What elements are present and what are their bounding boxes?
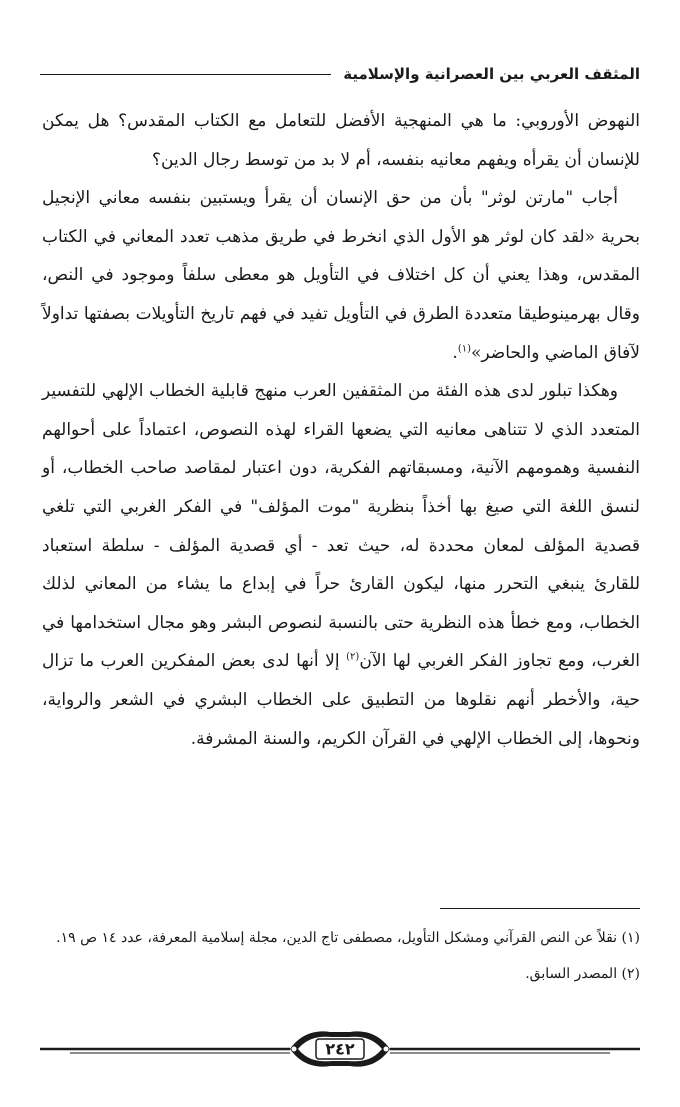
header-rule — [40, 74, 331, 75]
paragraph-1-text: النهوض الأوروبي: ما هي المنهجية الأفضل للتعامل مع الكتاب المقدس؟ هل يمكن للإنسان أن يقرأه ويفهم معانيه بنفسه، أم لا بد من توسط رجال الدين؟ — [42, 111, 640, 170]
main-text — [42, 102, 640, 758]
paragraph-2-end: . — [452, 342, 458, 363]
footnote-separator — [440, 908, 640, 909]
paragraph-3-end: إلا أنها لدى بعض المفكرين العرب ما تزال حية، والأخطر أنهم نقلوها من التطبيق على الخطاب البشري في الشعر والرواية، ونحوها، إلى الخطاب الإلهي في القرآن الكريم، والسنة المشرفة. — [42, 651, 640, 749]
paragraph-2-text: أجاب "مارتن لوثر" بأن من حق الإنسان أن يقرأ ويستبين بنفسه معاني الإنجيل بحرية «لقد كان لوثر هو الأول الذي انخرط في طريق مذهب تعدد المعاني في الكتاب المقدس، وهذا يعني أن كل اختلاف في التأويل هو معطى سلفاً وموجود في النص، وقال بهرمينوطيقا متعددة الطرق في التأويل تفيد في فهم تاريخ التأويلات بصفتها تداولاً لآفاق الماضي والحاضر» — [42, 188, 640, 363]
paragraph-2 — [42, 179, 640, 372]
footnotes — [42, 920, 640, 992]
running-header-title: المثقف العربي بين العصرانية والإسلامية — [343, 65, 640, 83]
footnote-2: (٢) المصدر السابق. — [525, 966, 640, 982]
running-header — [40, 60, 640, 88]
footnote-ref-1[interactable]: (١) — [457, 342, 471, 354]
paragraph-1 — [42, 102, 640, 179]
footnote-ref-2[interactable]: (٢) — [346, 651, 360, 663]
footnote-1: (١) نقلاً عن النص القرآني ومشكل التأويل، مصطفى تاج الدين، مجلة إسلامية المعرفة، عدد ١٤ ص ١٩. — [56, 930, 640, 946]
page-number: ٢٤٢ — [325, 1039, 355, 1059]
paragraph-3-text: وهكذا تبلور لدى هذه الفئة من المثقفين العرب منهج قابلية الخطاب الإلهي للتفسير المتعدد الذي لا تتناهى معانيه التي يضعها القراء لهذه النصوص، اعتماداً على أحوالهم النفسية وهمومهم الآنية، ومسبقاتهم الفكرية، دون اعتبار لمقاصد صاحب الخطاب، أو لنسق اللغة التي صيغ بها أخذاً بنظرية "موت المؤلف" في الفكر الغربي التي تلغي قصدية المؤلف لمعان محددة له، حيث تعد - أي قصدية المؤلف - سلطة استعباد للقارئ ينبغي التحرر منها، ليكون القارئ حراً في إبداع ما يشاء من المعاني لذلك الخطاب، ومع خطأ هذه النظرية حتى بالنسبة لنصوص البشر وهو مجال استخدامها في الغرب، ومع تجاوز الفكر الغربي لها الآن — [42, 381, 640, 672]
page-number-ornament — [40, 1024, 640, 1074]
paragraph-3 — [42, 372, 640, 758]
